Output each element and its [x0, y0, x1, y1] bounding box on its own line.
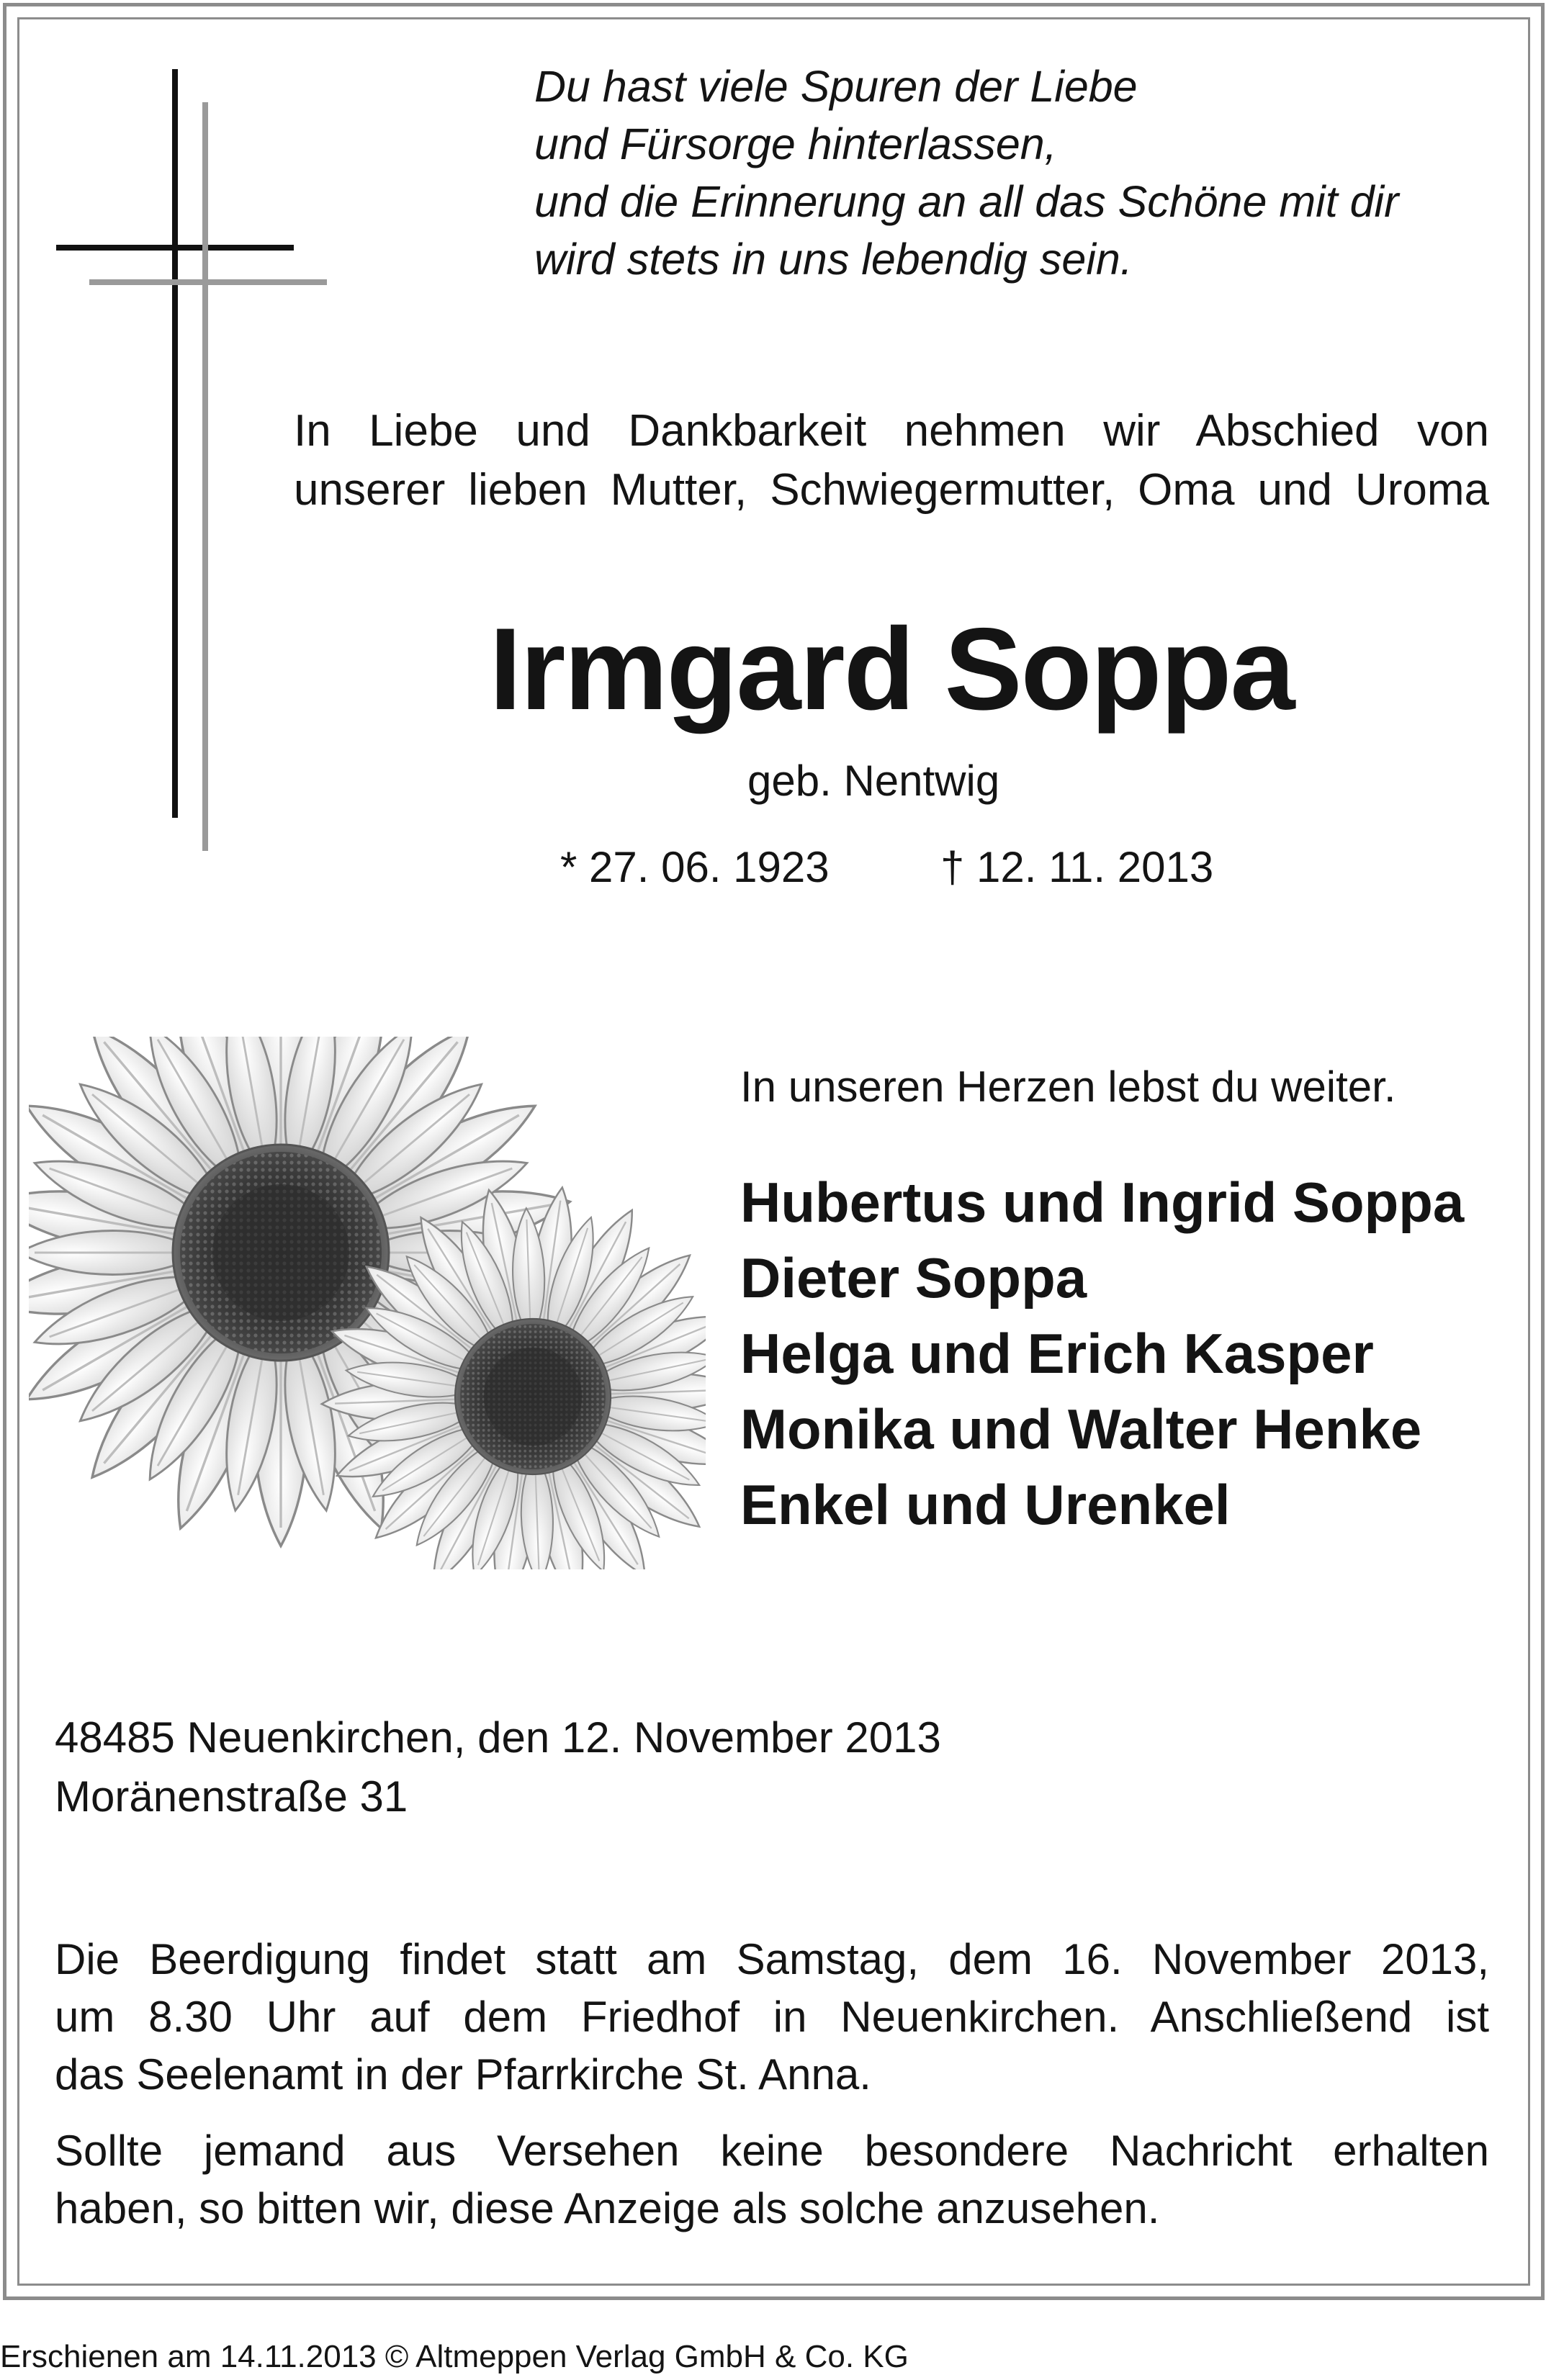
mourner: Hubertus und Ingrid Soppa [740, 1171, 1465, 1234]
mourner: Dieter Soppa [740, 1246, 1087, 1310]
publication-footer: Erschienen am 14.11.2013 © Altmeppen Verlag GmbH & Co. KG [0, 2339, 909, 2374]
funeral-info [55, 1931, 1489, 2104]
notice-line: haben, so bitten wir, diese Anzeige als solche anzusehen. [55, 2184, 1160, 2232]
verse-line: und Fürsorge hinterlassen, [534, 120, 1057, 168]
verse-line: und die Erinnerung an all das Schöne mit dir [534, 177, 1399, 226]
verse-line: Du hast viele Spuren der Liebe [534, 62, 1138, 111]
death-date: † 12. 11. 2013 [940, 843, 1214, 891]
cross-dark-vertical [172, 69, 178, 818]
sunflower-illustration [29, 1037, 706, 1569]
intro-text [294, 402, 1489, 520]
funeral-line: das Seelenamt in der Pfarrkirche St. Anna. [55, 2050, 871, 2099]
verse-line: wird stets in uns lebendig sein. [534, 235, 1133, 284]
notice-line: Sollte jemand aus Versehen keine besondere Nachricht erhalten [55, 2127, 1489, 2175]
cross-dark-horizontal [56, 245, 294, 251]
mourner: Monika und Walter Henke [740, 1397, 1422, 1461]
verse [534, 58, 1398, 288]
mourner: Helga und Erich Kasper [740, 1322, 1374, 1385]
funeral-line: um 8.30 Uhr auf dem Friedhof in Neuenkirchen. Anschließend ist [55, 1993, 1489, 2041]
cross-light-horizontal [89, 279, 327, 285]
cross-light-vertical [202, 102, 208, 851]
address-line: Moränenstraße 31 [55, 1772, 408, 1821]
address-line: 48485 Neuenkirchen, den 12. November 2013 [55, 1713, 941, 1762]
intro-line: unserer lieben Mutter, Schwiegermutter, Oma und Uroma [294, 465, 1489, 515]
mourner: Enkel und Urenkel [740, 1473, 1231, 1536]
mourners-list [740, 1165, 1464, 1543]
birth-date: * 27. 06. 1923 [560, 843, 830, 891]
funeral-line: Die Beerdigung findet statt am Samstag, dem 16. November 2013, [55, 1935, 1489, 1983]
maiden-name: geb. Nentwig [747, 757, 1000, 805]
intro-line: In Liebe und Dankbarkeit nehmen wir Abschied von [294, 406, 1489, 456]
notice-text [55, 2122, 1489, 2237]
deceased-name: Irmgard Soppa [489, 604, 1294, 734]
closing-line: In unseren Herzen lebst du weiter. [740, 1063, 1396, 1111]
address-block [55, 1708, 941, 1826]
